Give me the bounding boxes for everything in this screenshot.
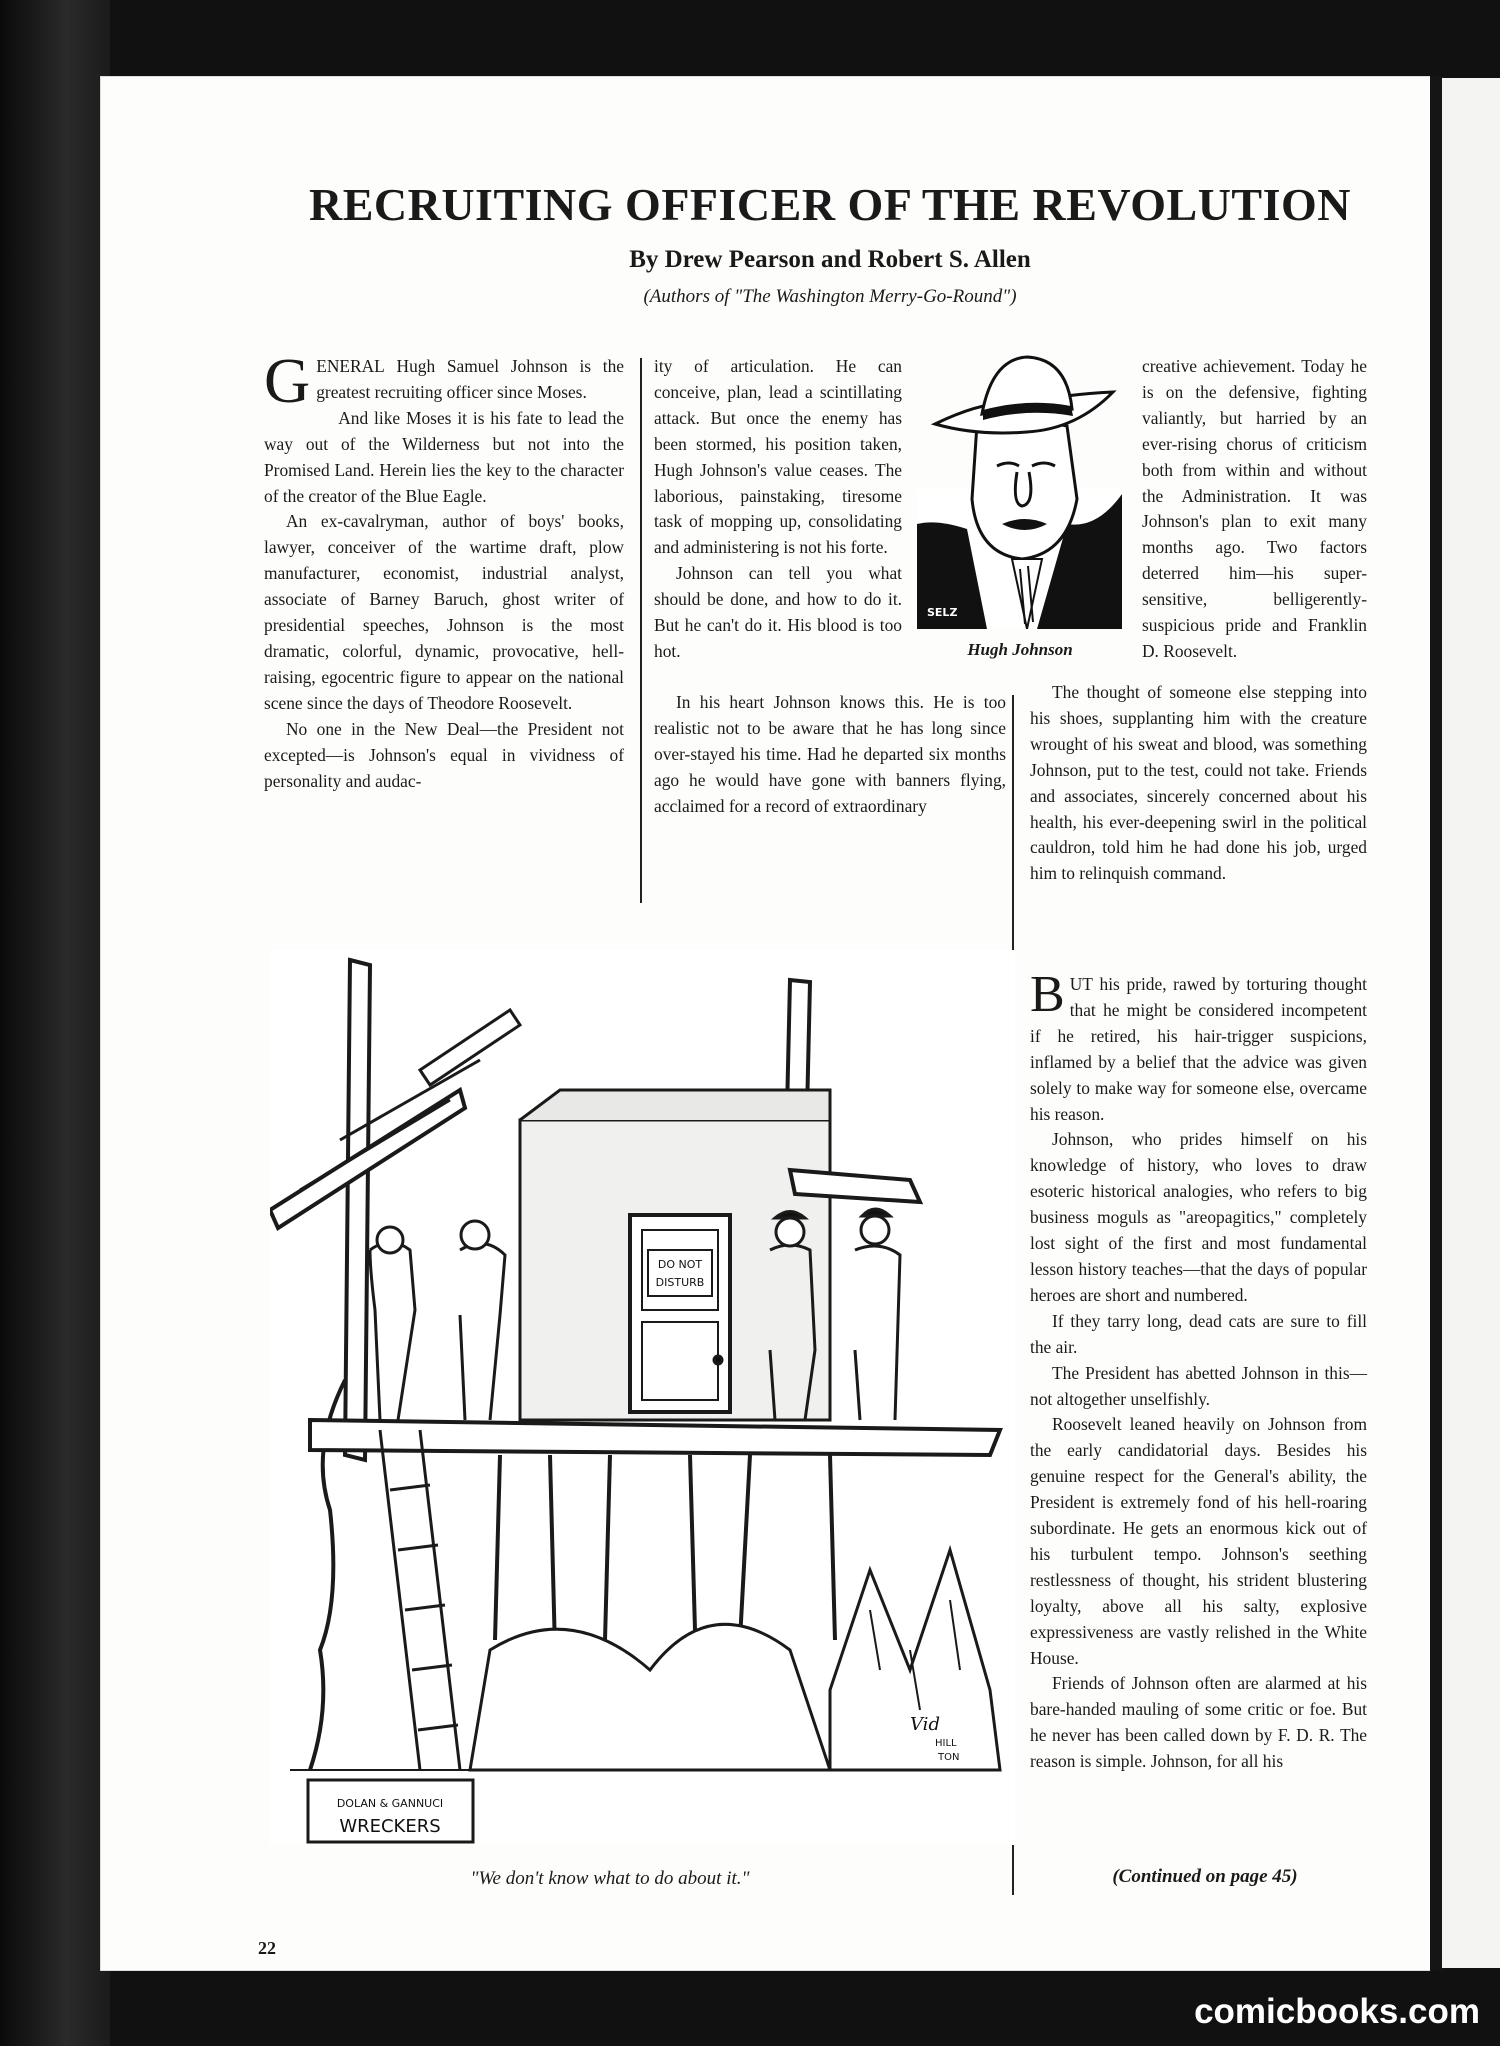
cartoonist-signature-line3: TON — [938, 1752, 960, 1763]
text-column-1 — [264, 345, 624, 794]
hugh-johnson-portrait — [917, 354, 1122, 629]
body-paragraph: Johnson, who prides himself on his knowledge of history, who loves to draw esoteric historical analogies, who refers to big business moguls as "areopagitics," completely lost sight of the first and most fundamental lesson history teaches—that the days of popular heroes are short and numbered. — [1030, 1129, 1367, 1305]
cartoon-caption: "We don't know what to do about it." — [470, 1868, 750, 1889]
column-rule — [640, 358, 642, 903]
wreckers-sign-line2: WRECKERS — [339, 1816, 441, 1837]
body-paragraph: No one in the New Deal—the President not excepted—is Johnson's equal in vividness of personality and audac- — [264, 718, 624, 791]
text-column-3-middle — [1030, 680, 1367, 887]
page-number: 22 — [258, 1938, 276, 1958]
body-paragraph: The thought of someone else stepping into his shoes, supplanting him with the creature wrought of his sweat and blood, was something Johnson, put to the test, could not take. Friends and associates, sincerely concerned about his health, his ever-deepening swirl in the political cauldron, told him he had done his job, urged him to relinquish command. — [1030, 682, 1367, 884]
facing-page-edge — [1442, 78, 1500, 1968]
body-paragraph: In his heart Johnson knows this. He is too realistic not to be aware that he has long since over-stayed his time. Had he departed six months ago he would have gone with banners flying, acclaimed for a record of extraordinary — [654, 692, 1006, 816]
body-paragraph: If they tarry long, dead cats are sure to fill the air. — [1030, 1310, 1367, 1357]
lead-paragraph: GENERAL Hugh Samuel Johnson is the greatest recruiting officer since Moses. — [264, 345, 624, 416]
door-sign-line1: DO NOT — [657, 1258, 703, 1271]
cartoonist-signature-line1: Vid — [910, 1714, 940, 1735]
text-column-2 — [654, 354, 902, 665]
drop-cap: B — [1030, 966, 1065, 1023]
body-paragraph: An ex-cavalryman, author of boys' books, lawyer, conceiver of the wartime draft, plow manufacturer, economist, industrial analyst, associate of Barney Baruch, ghost writer of presidential speeches, Johnson is the most dramatic, colorful, dynamic, provocative, hell-raising, egocentric figure to appear on the national scene since the days of Theodore Roosevelt. — [264, 511, 624, 713]
wreckers-sign-line1: DOLAN & GANNUCI — [336, 1797, 444, 1810]
article-byline: By Drew Pearson and Robert S. Allen — [629, 246, 1031, 273]
scan-background — [0, 0, 110, 2046]
portrait-caption: Hugh Johnson — [967, 640, 1073, 659]
continued-note: (Continued on page 45) — [1112, 1866, 1298, 1887]
body-paragraph: Johnson can tell you what should be done, and how to do it. But he can't do it. His blood is too hot. — [654, 563, 902, 661]
site-watermark: comicbooks.com — [1194, 1992, 1480, 2031]
body-paragraph: Friends of Johnson often are alarmed at his bare-handed mauling of some critic or foe. But he never has been called down by F. D. R. The reason is simple. Johnson, for all his — [1030, 1673, 1367, 1772]
text-column-2-bottom — [654, 690, 1006, 820]
text-column-3-top — [1142, 354, 1367, 665]
door-sign-line2: DISTURB — [655, 1276, 705, 1289]
drop-cap: G — [264, 345, 311, 416]
cartoonist-signature-line2: HILL — [935, 1738, 957, 1749]
author-credit: (Authors of "The Washington Merry-Go-Round") — [643, 286, 1017, 307]
wreckers-cartoon — [270, 950, 1015, 1845]
section-lead-paragraph: BUT his pride, rawed by torturing thought that he might be considered incompetent if he retired, his hair-trigger suspicions, inflamed by a belief that the advice was given solely to make way for someone else, overcame his reason. — [1030, 966, 1367, 1124]
body-paragraph: creative achievement. Today he is on the defensive, fighting valiantly, but harried by an ever-rising chorus of criticism both from within and without the Administration. It was Johnson's plan to exit many months ago. Two factors deterred him—his super-sensitive, belligerently-suspicious pride and Franklin D. Roosevelt. — [1142, 356, 1367, 661]
artist-signature: SELZ — [927, 606, 958, 619]
body-paragraph: Roosevelt leaned heavily on Johnson from the early candidatorial days. Besides his genuine respect for the General's ability, the President is extremely fond of his hell-roaring subordinate. He gets an enormous kick out of his turbulent tempo. Johnson's seething restlessness of thought, his strident blustering loyalty, above all his salty, explosive expressiveness are vastly relished in the White House. — [1030, 1414, 1367, 1668]
body-paragraph: ity of articulation. He can conceive, plan, lead a scintillating attack. But once the enemy has been stormed, his position taken, Hugh Johnson's value ceases. The laborious, painstaking, tiresome task of mopping up, consolidating and administering is not his forte. — [654, 356, 902, 558]
body-paragraph: The President has abetted Johnson in this—not altogether unselfishly. — [1030, 1362, 1367, 1409]
text-column-3 — [1030, 966, 1367, 1775]
door-sign — [648, 1250, 712, 1296]
article-title: RECRUITING OFFICER OF THE REVOLUTION — [309, 179, 1351, 230]
body-paragraph: And like Moses it is his fate to lead the way out of the Wilderness but not into the Promised Land. Herein lies the key to the character of the creator of the Blue Eagle. — [264, 407, 624, 506]
